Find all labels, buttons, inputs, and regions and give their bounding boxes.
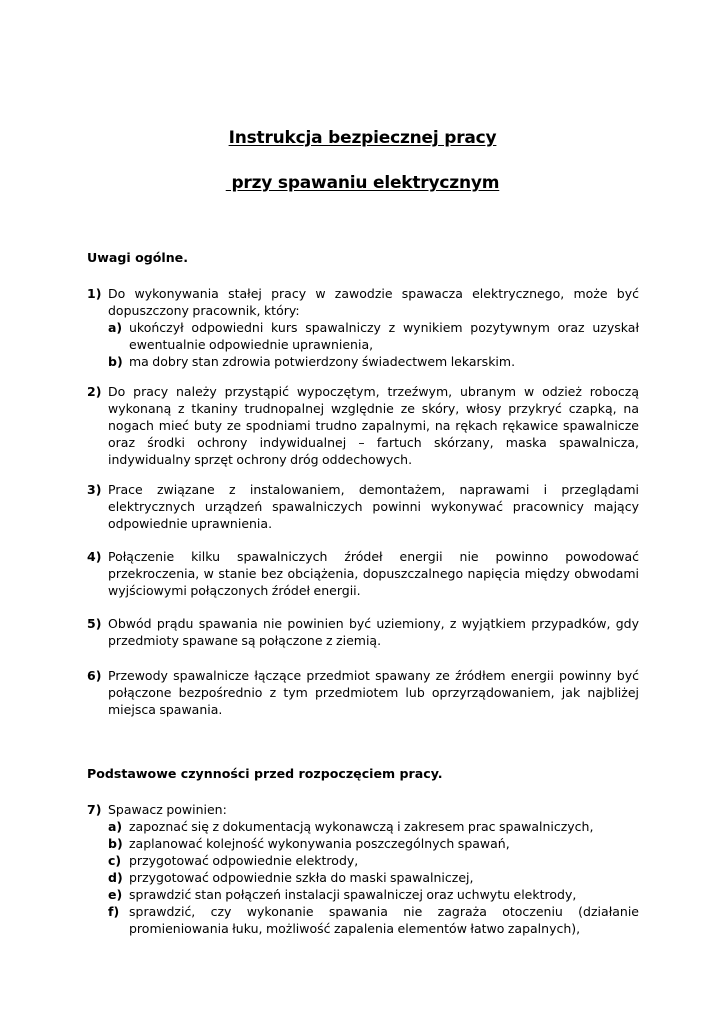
item-text: Do pracy należy przystąpić wypoczętym, trzeźwym, ubranym w odzież roboczą wykonaną z tkaniny trudnopalnej względnie ze skóry, włosy przykryć czapką, na nogach mieć buty ze spodniami trudno zapalnymi, na rękach rękawice spawalnicze oraz środki ochrony indywidualnej – fartuch skórzany, maska spawalnicza, indywidualny sprzęt ochrony dróg oddechowych. <box>108 384 639 467</box>
sub-item <box>108 353 639 370</box>
sub-item-letter: e) <box>108 887 123 902</box>
sub-item <box>108 886 639 903</box>
document-subtitle: przy spawaniu elektrycznym <box>225 173 500 193</box>
sub-item <box>108 852 639 869</box>
sub-item-text: sprawdzić stan połączeń instalacji spawalniczej oraz uchwytu elektrody, <box>129 887 577 902</box>
item-number: 1) <box>87 286 102 301</box>
item-number: 7) <box>87 802 102 817</box>
item-number: 2) <box>87 384 102 399</box>
section-heading-preparation: Podstawowe czynności przed rozpoczęciem pracy. <box>87 766 443 781</box>
sub-item-letter: b) <box>108 354 123 369</box>
document-title: Instrukcja bezpiecznej pracy <box>228 128 497 148</box>
sub-item <box>108 818 639 835</box>
sub-item-letter: a) <box>108 320 123 335</box>
sub-item-text: przygotować odpowiednie szkła do maski spawalniczej, <box>129 870 474 885</box>
sub-item-text: sprawdzić, czy wykonanie spawania nie zagraża otoczeniu (działanie promieniowania łuku, możliwość zapalenia elementów łatwo zapalnych), <box>129 904 639 936</box>
list-item-7 <box>87 801 639 937</box>
sub-item <box>108 319 639 353</box>
list-item-5 <box>87 615 639 649</box>
list-item-1 <box>87 285 639 370</box>
item-text: Do wykonywania stałej pracy w zawodzie spawacza elektrycznego, może być dopuszczony pracownik, który: <box>108 286 639 318</box>
item-number: 3) <box>87 482 102 497</box>
item-number: 5) <box>87 616 102 631</box>
item-number: 6) <box>87 668 102 683</box>
sub-item-letter: d) <box>108 870 123 885</box>
sub-item-text: ukończył odpowiedni kurs spawalniczy z wynikiem pozytywnym oraz uzyskał ewentualnie odpowiednie uprawnienia, <box>129 320 639 352</box>
item-number: 4) <box>87 549 102 564</box>
sub-item-letter: f) <box>108 904 120 919</box>
item-text: Prace związane z instalowaniem, demontażem, naprawami i przeglądami elektrycznych urządzeń spawalniczych powinni wykonywać pracownicy mający odpowiednie uprawnienia. <box>108 482 639 531</box>
list-item-2 <box>87 383 639 468</box>
sub-item-text: przygotować odpowiednie elektrody, <box>129 853 359 868</box>
list-item-4 <box>87 548 639 599</box>
sub-item <box>108 903 639 937</box>
list-item-3 <box>87 481 639 532</box>
list-item-6 <box>87 667 639 718</box>
item-text: Spawacz powinien: <box>108 802 227 817</box>
sub-item-letter: a) <box>108 819 123 834</box>
sub-item-letter: c) <box>108 853 122 868</box>
sub-item-text: ma dobry stan zdrowia potwierdzony świadectwem lekarskim. <box>129 354 516 369</box>
item-text: Obwód prądu spawania nie powinien być uziemiony, z wyjątkiem przypadków, gdy przedmioty spawane są połączone z ziemią. <box>108 616 639 648</box>
sub-item <box>108 835 639 852</box>
sub-item-letter: b) <box>108 836 123 851</box>
section-heading-general: Uwagi ogólne. <box>87 250 189 265</box>
sub-item <box>108 869 639 886</box>
sub-item-text: zaplanować kolejność wykonywania poszczególnych spawań, <box>129 836 510 851</box>
sub-item-text: zapoznać się z dokumentacją wykonawczą i zakresem prac spawalniczych, <box>129 819 594 834</box>
item-text: Połączenie kilku spawalniczych źródeł energii nie powinno powodować przekroczenia, w stanie bez obciążenia, dopuszczalnego napięcia między obwodami wyjściowymi połączonych źródeł energii. <box>108 549 639 598</box>
item-text: Przewody spawalnicze łączące przedmiot spawany ze źródłem energii powinny być połączone bezpośrednio z tym przedmiotem lub oprzyrządowaniem, jak najbliżej miejsca spawania. <box>108 668 639 717</box>
